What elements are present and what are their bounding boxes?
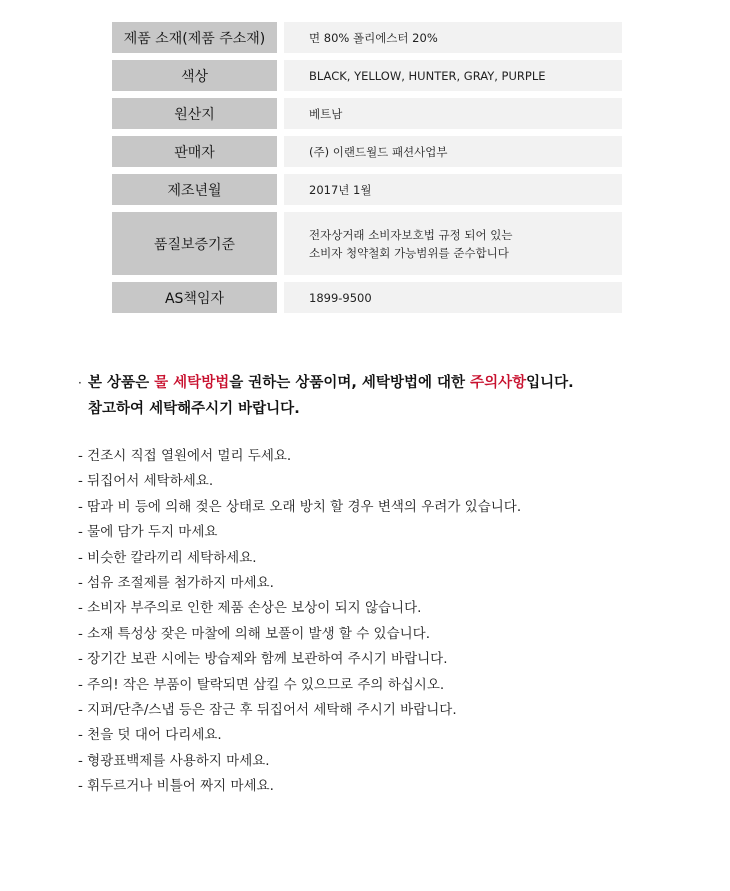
spec-value — [284, 174, 622, 205]
spec-label: 제조년월 — [112, 174, 277, 205]
spec-value — [284, 136, 622, 167]
spec-label: 판매자 — [112, 136, 277, 167]
spec-label: 색상 — [112, 60, 277, 91]
care-item: - 섬유 조절제를 첨가하지 마세요. — [78, 575, 274, 592]
spec-value — [284, 98, 622, 129]
spec-value — [284, 282, 622, 313]
spec-value — [284, 60, 622, 91]
care-item: - 장기간 보관 시에는 방습제와 함께 보관하여 주시기 바랍니다. — [78, 651, 448, 668]
spec-label: 제품 소재(제품 주소재) — [112, 22, 277, 53]
spec-row-manufacture-date — [112, 174, 622, 205]
spec-value-line: 전자상거래 소비자보호법 규정 되어 있는 — [309, 227, 513, 242]
product-spec-table — [112, 22, 622, 320]
spec-row-seller — [112, 136, 622, 167]
spec-row-material — [112, 22, 622, 53]
care-instructions-list — [78, 444, 678, 800]
care-item: - 건조시 직접 열원에서 멀리 두세요. — [78, 448, 292, 464]
spec-label: 품질보증기준 — [112, 212, 277, 275]
care-item: - 소재 특성상 잦은 마찰에 의해 보풀이 발생 할 수 있습니다. — [78, 625, 431, 642]
spec-value-line: 2017년 1월 — [309, 182, 372, 197]
care-item: - 물에 담가 두지 마세요 — [78, 524, 218, 541]
care-item: - 뒤집어서 세탁하세요. — [78, 473, 214, 490]
care-item: - 땀과 비 등에 의해 젖은 상태로 오래 방치 할 경우 변색의 우려가 있습니다. — [78, 498, 522, 515]
spec-label: 원산지 — [112, 98, 277, 129]
bullet-dot: · — [78, 376, 82, 390]
headline-text: 을 권하는 상품이며, 세탁방법에 대한 — [229, 375, 471, 391]
spec-value-line: 면 80% 폴리에스터 20% — [309, 30, 438, 45]
spec-row-as-contact — [112, 282, 622, 313]
spec-row-color — [112, 60, 622, 91]
spec-label: AS책임자 — [112, 282, 277, 313]
care-item: - 소비자 부주의로 인한 제품 손상은 보상이 되지 않습니다. — [78, 600, 422, 617]
spec-row-origin — [112, 98, 622, 129]
headline-line-1 — [88, 370, 678, 396]
spec-value-line: 소비자 청약철회 가능범위를 준수합니다 — [309, 245, 509, 260]
spec-value — [284, 212, 622, 275]
notice-headline — [78, 370, 678, 422]
spec-value-line: BLACK, YELLOW, HUNTER, GRAY, PURPLE — [309, 68, 546, 83]
headline-text: 입니다. — [526, 375, 574, 391]
headline-line-2: 참고하여 세탁해주시기 바랍니다. — [88, 401, 300, 417]
spec-value — [284, 22, 622, 53]
spec-value-line: 베트남 — [309, 106, 343, 121]
care-item: - 형광표백제를 사용하지 마세요. — [78, 752, 270, 769]
spec-value-line: (주) 이랜드월드 패션사업부 — [309, 144, 448, 159]
headline-highlight: 물 세탁방법 — [154, 375, 230, 391]
care-item: - 천을 덧 대어 다리세요. — [78, 727, 222, 744]
headline-text: 본 상품은 — [88, 375, 155, 391]
washing-notice — [78, 370, 678, 800]
care-item: - 휘두르거나 비틀어 짜지 마세요. — [78, 778, 274, 795]
headline-highlight: 주의사항 — [470, 375, 527, 391]
spec-value-line: 1899-9500 — [309, 290, 372, 305]
care-item: - 비슷한 칼라끼리 세탁하세요. — [78, 549, 257, 566]
care-item: - 주의! 작은 부품이 탈락되면 삼킬 수 있으므로 주의 하십시오. — [78, 676, 445, 693]
spec-row-quality-standard — [112, 212, 622, 275]
care-item: - 지퍼/단추/스냅 등은 잠근 후 뒤집어서 세탁해 주시기 바랍니다. — [78, 702, 457, 719]
